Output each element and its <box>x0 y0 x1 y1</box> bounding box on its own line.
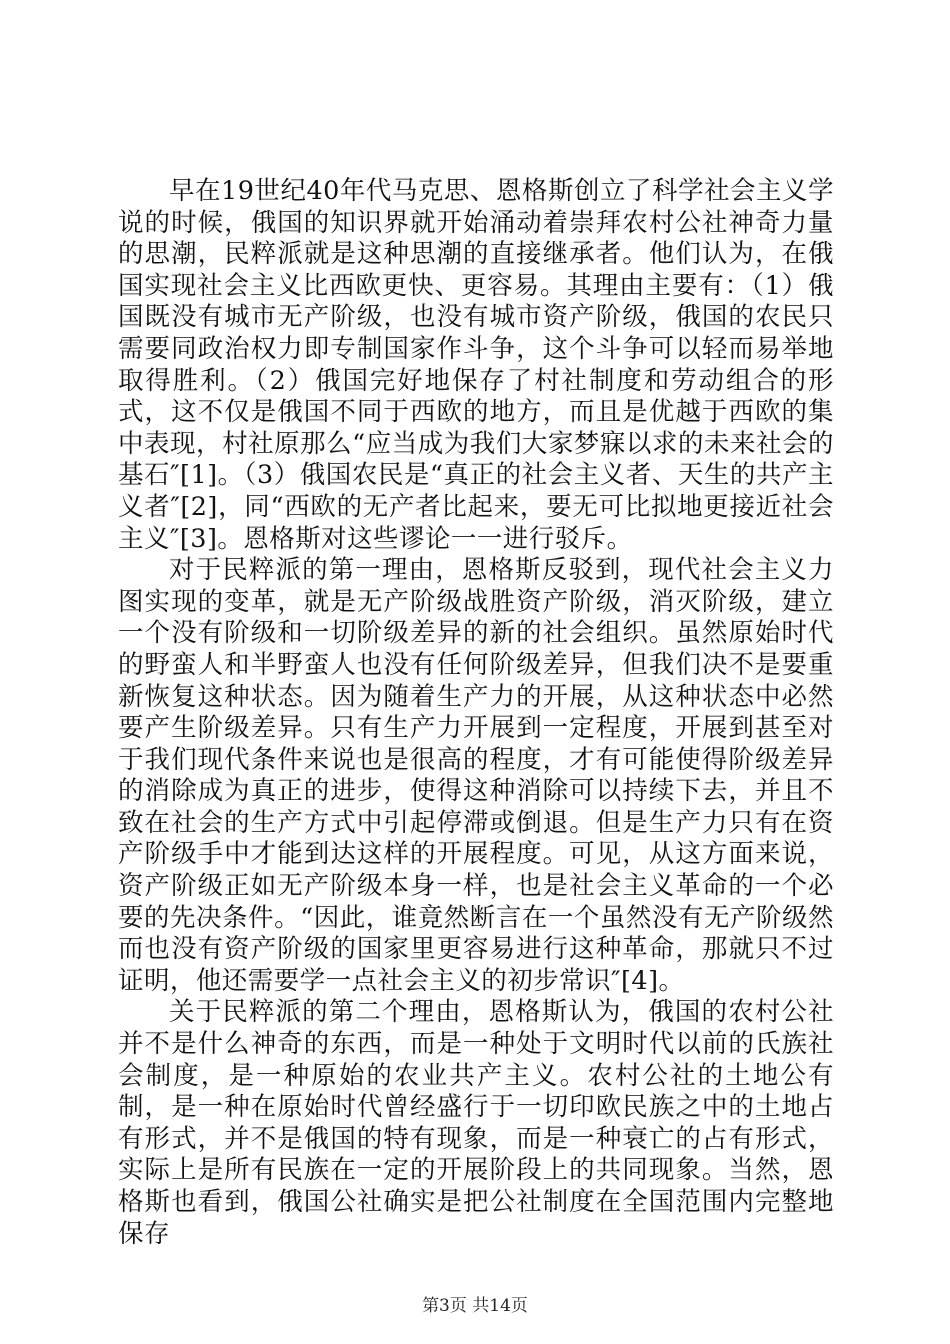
document-body <box>118 176 834 1250</box>
paragraph-3: 关于民粹派的第二个理由，恩格斯认为，俄国的农村公社并不是什么神奇的东西，而是一种处于文明时代以前的氏族社会制度，是一种原始的农业共产主义。农村公社的土地公有制，是一种在原始时代曾经盛行于一切印欧民族之中的土地占有形式，并不是俄国的特有现象，而是一种衰亡的占有形式，实际上是所有民族在一定的开展阶段上的共同现象。当然，恩格斯也看到，俄国公社确实是把公社制度在全国范围内完整地保存 <box>118 997 834 1249</box>
paragraph-1: 早在19世纪40年代马克思、恩格斯创立了科学社会主义学说的时候，俄国的知识界就开始涌动着崇拜农村公社神奇力量的思潮，民粹派就是这种思潮的直接继承者。他们认为，在俄国实现社会主义比西欧更快、更容易。其理由主要有：（1）俄国既没有城市无产阶级，也没有城市资产阶级，俄国的农民只需要同政治权力即专制国家作斗争，这个斗争可以轻而易举地取得胜利。（2）俄国完好地保存了村社制度和劳动组合的形式，这不仅是俄国不同于西欧的地方，而且是优越于西欧的集中表现，村社原那么“应当成为我们大家梦寐以求的未来社会的基石″[1]。（3）俄国农民是“真正的社会主义者、天生的共产主义者″[2]，同“西欧的无产者比起来，要无可比拟地更接近社会主义″[3]。恩格斯对这些谬论一一进行驳斥。 <box>118 176 834 554</box>
paragraph-2: 对于民粹派的第一理由，恩格斯反驳到，现代社会主义力图实现的变革，就是无产阶级战胜资产阶级，消灭阶级，建立一个没有阶级和一切阶级差异的新的社会组织。虽然原始时代的野蛮人和半野蛮人也没有任何阶级差异，但我们决不是要重新恢复这种状态。因为随着生产力的开展，从这种状态中必然要产生阶级差异。只有生产力开展到一定程度，开展到甚至对于我们现代条件来说也是很高的程度，才有可能使得阶级差异的消除成为真正的进步，使得这种消除可以持续下去，并且不致在社会的生产方式中引起停滞或倒退。但是生产力只有在资产阶级手中才能到达这样的开展程度。可见，从这方面来说，资产阶级正如无产阶级本身一样，也是社会主义革命的一个必要的先决条件。“因此，谁竟然断言在一个虽然没有无产阶级然而也没有资产阶级的国家里更容易进行这种革命，那就只不过证明，他还需要学一点社会主义的初步常识″[4]。 <box>118 555 834 996</box>
page-footer: 第3页 共14页 <box>422 1296 528 1316</box>
